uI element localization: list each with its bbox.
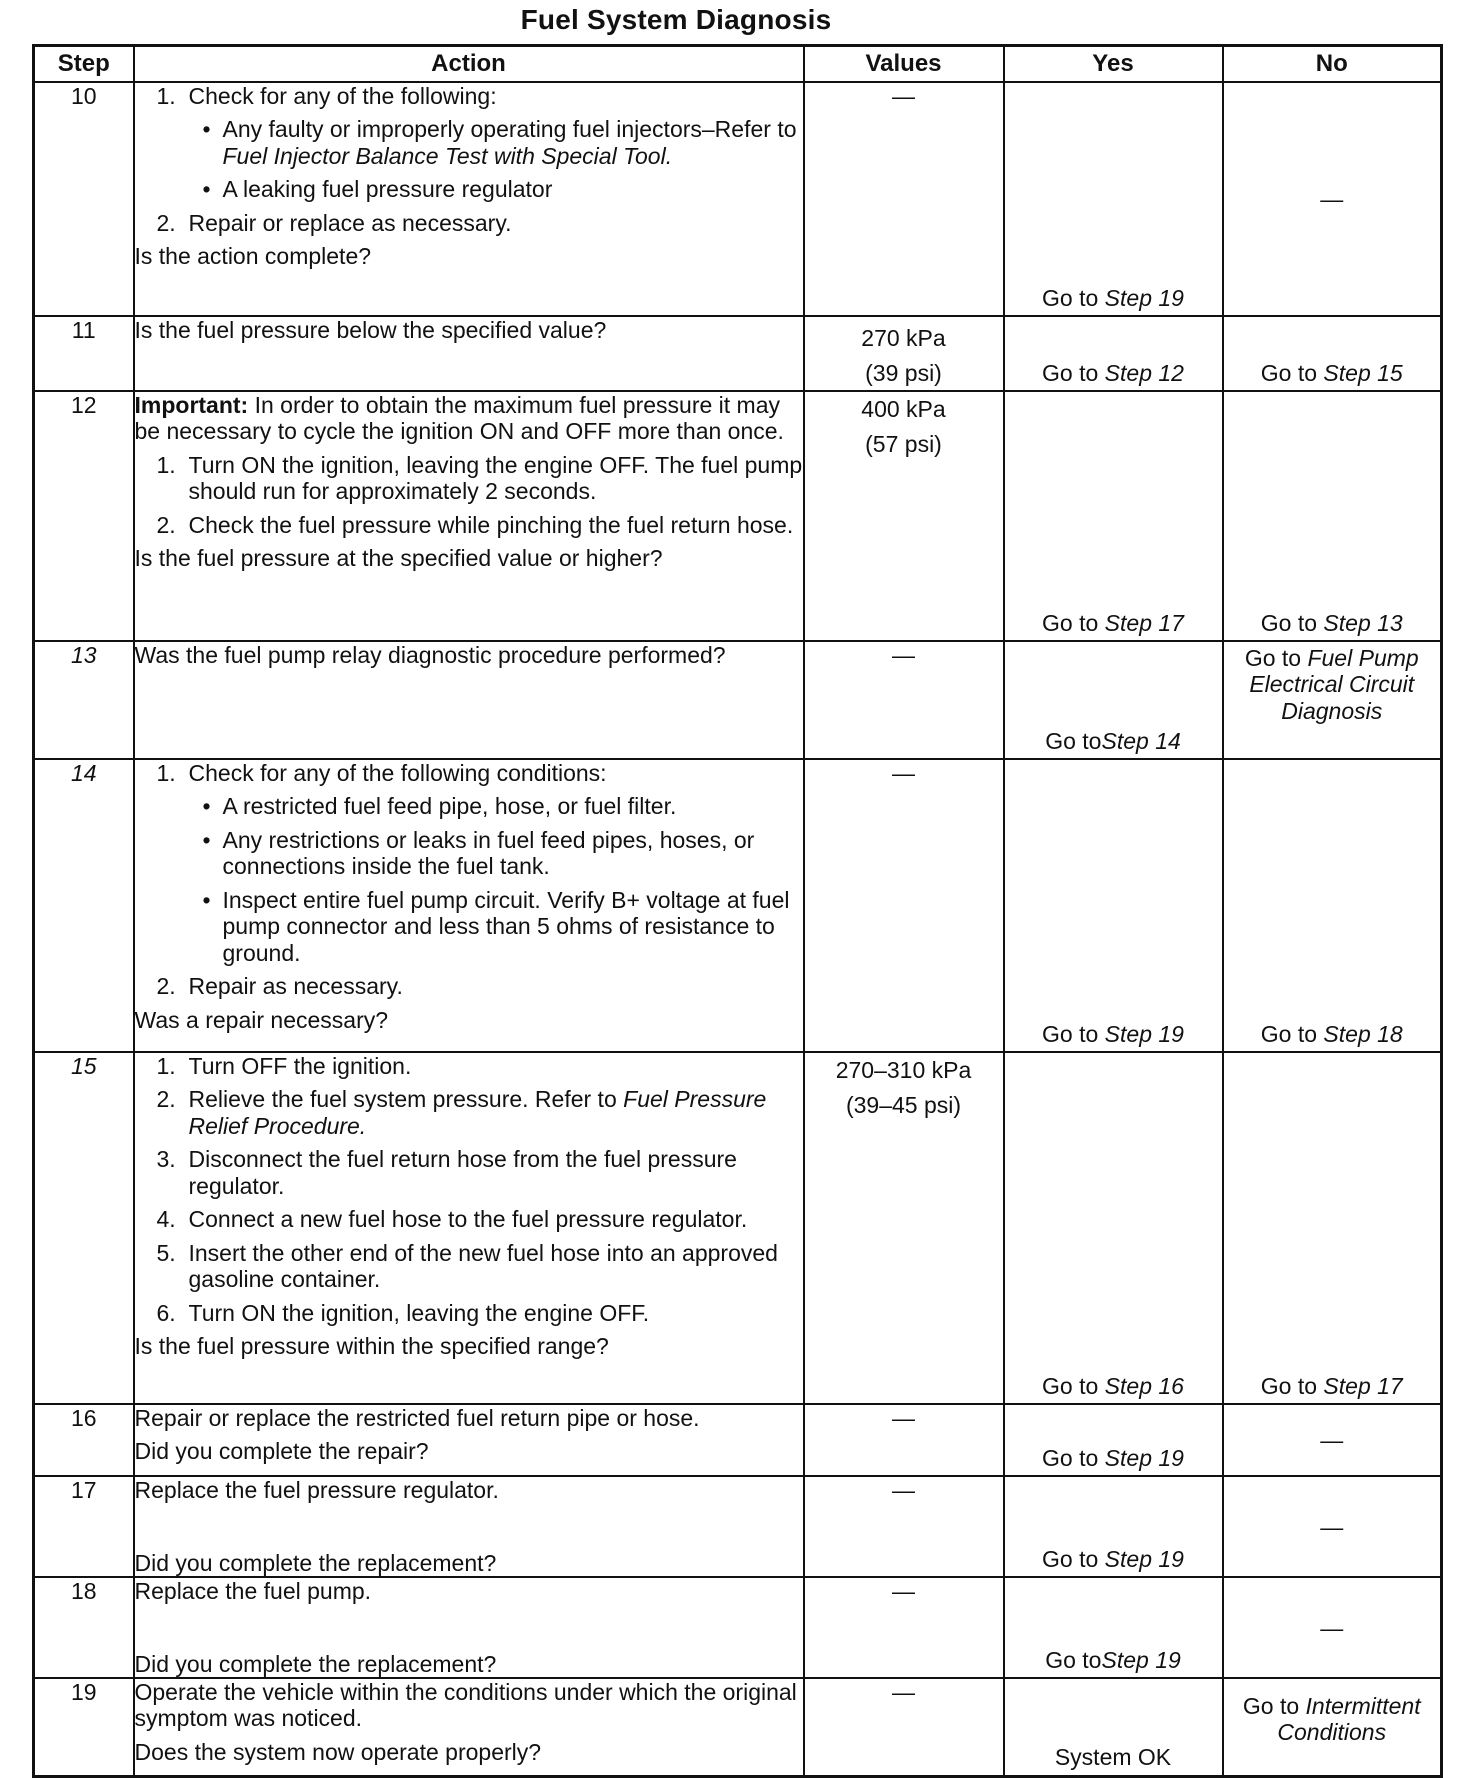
yes-cell: Go to Step 19 — [1004, 759, 1223, 1052]
yes-step-reference: Step 19 — [1104, 284, 1184, 311]
numbered-item: 1. Check for any of the following: — [156, 83, 497, 109]
table-row — [34, 82, 1442, 316]
yes-cell: Go to Step 19 — [1004, 82, 1223, 316]
action-cell — [134, 641, 804, 759]
yes-cell — [1004, 1678, 1223, 1776]
numbered-item: 2. Relieve the fuel system pressure. Refer to Fuel Pressure Relief Procedure. — [156, 1086, 767, 1139]
header-step: Step — [34, 46, 134, 83]
action-cell — [134, 1404, 804, 1476]
bullet-item: • A leaking fuel pressure regulator — [202, 176, 553, 203]
yes-cell: Go to Step 12 — [1004, 316, 1223, 391]
values-cell — [804, 1476, 1004, 1577]
action-cell — [134, 391, 804, 641]
dash: — — [892, 1578, 915, 1604]
action-cell — [134, 759, 804, 1052]
values-cell — [804, 641, 1004, 759]
no-cell: Go to Intermittent Conditions — [1223, 1678, 1442, 1776]
no-cell: Go to Fuel Pump Electrical Circuit Diagnosis — [1223, 641, 1442, 759]
values-cell — [804, 1404, 1004, 1476]
step-question: Is the fuel pressure within the specified range? — [134, 1332, 609, 1359]
numbered-item: 5. Insert the other end of the new fuel hose into an approved gasoline container. — [156, 1239, 778, 1293]
no-cell — [1223, 1577, 1442, 1678]
values-cell — [804, 1052, 1004, 1404]
step-number: 11 — [34, 316, 134, 391]
action-cell — [134, 1052, 804, 1404]
numbered-item: 1. Turn OFF the ignition. — [156, 1053, 412, 1079]
step-question: Did you complete the repair? — [134, 1438, 429, 1465]
no-cell: Go to Step 15 — [1223, 316, 1442, 391]
step-question: Was a repair necessary? — [134, 1006, 389, 1033]
numbered-item: 1. Turn ON the ignition, leaving the engine OFF. The fuel pump should run for approximately 2 seconds. — [156, 451, 803, 505]
table-row — [34, 1678, 1442, 1776]
yes-step-reference: Step 14 — [1101, 727, 1181, 754]
numbered-item: 2. Check the fuel pressure while pinching the fuel return hose. — [156, 511, 794, 538]
yes-step-reference: Step 12 — [1104, 359, 1184, 386]
dash: — — [1320, 1513, 1344, 1540]
value-metric: 400 kPa — [861, 396, 946, 422]
no-cell — [1223, 1476, 1442, 1577]
no-cell — [1223, 82, 1442, 316]
no-cell: Go to Step 17 — [1223, 1052, 1442, 1404]
step-number: 15 — [34, 1052, 134, 1404]
table-row — [34, 641, 1442, 759]
yes-cell: Go toStep 14 — [1004, 641, 1223, 759]
table-row — [34, 391, 1442, 641]
values-cell — [804, 1577, 1004, 1678]
table-row — [34, 1052, 1442, 1404]
bullet-item: • A restricted fuel feed pipe, hose, or fuel filter. — [202, 793, 677, 820]
dash: — — [1320, 1614, 1344, 1641]
no-cell: Go to Step 18 — [1223, 759, 1442, 1052]
value-imperial: (57 psi) — [865, 430, 942, 457]
no-cell: Go to Step 13 — [1223, 391, 1442, 641]
step-number: 12 — [34, 391, 134, 641]
bullet-item: • Inspect entire fuel pump circuit. Verify B+ voltage at fuel pump connector and less than 5 ohms of resistance to ground. — [202, 886, 790, 966]
header-row — [34, 46, 1442, 83]
table-row — [34, 759, 1442, 1052]
action-text: Operate the vehicle within the conditions under which the original symptom was noticed. — [134, 1679, 797, 1732]
yes-cell: Go toStep 19 — [1004, 1577, 1223, 1678]
values-cell — [804, 391, 1004, 641]
bullet-item: • Any restrictions or leaks in fuel feed pipes, hoses, or connections inside the fuel tank. — [202, 826, 755, 880]
dash: — — [892, 642, 915, 668]
step-question: Did you complete the replacement? — [134, 1549, 497, 1576]
dash: — — [892, 760, 915, 786]
step-question: Does the system now operate properly? — [134, 1738, 542, 1765]
table-row — [34, 1577, 1442, 1678]
action-text: Replace the fuel pressure regulator. — [134, 1477, 499, 1503]
no-procedure-reference: Intermittent Conditions — [1277, 1693, 1421, 1746]
system-ok-text: System OK — [1054, 1744, 1172, 1771]
bullet-item: • Any faulty or improperly operating fuel injectors–Refer to Fuel Injector Balance Test with Special Tool. — [202, 116, 797, 169]
dash: — — [1320, 185, 1344, 212]
no-step-reference: Step 15 — [1323, 359, 1403, 386]
numbered-item: 2. Repair or replace as necessary. — [156, 209, 512, 236]
dash: — — [892, 1679, 915, 1705]
numbered-item: 3. Disconnect the fuel return hose from the fuel pressure regulator. — [156, 1146, 737, 1199]
no-step-reference: Step 13 — [1323, 609, 1403, 636]
yes-step-reference: Step 19 — [1101, 1646, 1181, 1673]
step-question: Is the fuel pressure below the specified value? — [134, 317, 607, 343]
header-action: Action — [134, 46, 804, 83]
values-cell — [804, 316, 1004, 391]
numbered-item: 2. Repair as necessary. — [156, 973, 403, 1000]
fuel-system-diagnosis-table — [32, 44, 1443, 1778]
step-number: 10 — [34, 82, 134, 316]
numbered-item: 4. Connect a new fuel hose to the fuel pressure regulator. — [156, 1206, 748, 1233]
yes-cell: Go to Step 16 — [1004, 1052, 1223, 1404]
step-question: Did you complete the replacement? — [134, 1650, 497, 1677]
step-question: Was the fuel pump relay diagnostic procedure performed? — [134, 642, 726, 668]
yes-cell: Go to Step 17 — [1004, 391, 1223, 641]
yes-cell: Go to Step 19 — [1004, 1404, 1223, 1476]
yes-step-reference: Step 19 — [1104, 1444, 1184, 1471]
header-values: Values — [804, 46, 1004, 83]
important-label: Important: — [134, 392, 249, 418]
values-cell — [804, 759, 1004, 1052]
yes-step-reference: Step 19 — [1104, 1545, 1184, 1572]
cross-reference: Fuel Injector Balance Test with Special Tool. — [222, 142, 673, 169]
yes-step-reference: Step 16 — [1104, 1372, 1184, 1399]
value-metric: 270 kPa — [861, 325, 946, 351]
important-note: Important: In order to obtain the maximum fuel pressure it may be necessary to cycle the ignition ON and OFF more than once. — [134, 392, 784, 445]
numbered-item: 6. Turn ON the ignition, leaving the engine OFF. — [156, 1299, 650, 1326]
step-number: 18 — [34, 1577, 134, 1678]
cross-reference: Fuel Pressure Relief Procedure. — [188, 1086, 767, 1139]
page-title: Fuel System Diagnosis — [520, 4, 832, 35]
action-cell — [134, 1678, 804, 1776]
step-number: 16 — [34, 1404, 134, 1476]
no-procedure-reference: Fuel Pump Electrical Circuit Diagnosis — [1249, 645, 1419, 724]
value-imperial: (39 psi) — [865, 359, 942, 386]
dash: — — [892, 1477, 915, 1503]
dash: — — [1320, 1426, 1344, 1453]
action-text: Replace the fuel pump. — [134, 1578, 372, 1604]
step-question: Is the fuel pressure at the specified value or higher? — [134, 545, 663, 572]
no-cell — [1223, 1404, 1442, 1476]
dash: — — [892, 83, 915, 109]
dash: — — [892, 1405, 915, 1431]
table-row — [34, 1404, 1442, 1476]
action-cell — [134, 1476, 804, 1577]
value-imperial: (39–45 psi) — [845, 1091, 962, 1118]
step-number: 13 — [34, 641, 134, 759]
step-number: 14 — [34, 759, 134, 1052]
value-metric: 270–310 kPa — [835, 1057, 972, 1083]
table-row — [34, 316, 1442, 391]
action-cell — [134, 1577, 804, 1678]
no-step-reference: Step 17 — [1323, 1372, 1403, 1399]
step-number: 17 — [34, 1476, 134, 1577]
action-text: Repair or replace the restricted fuel return pipe or hose. — [134, 1405, 700, 1431]
step-question: Is the action complete? — [134, 243, 372, 270]
numbered-item: 1. Check for any of the following conditions: — [156, 760, 607, 786]
action-cell — [134, 82, 804, 316]
values-cell — [804, 1678, 1004, 1776]
header-yes: Yes — [1004, 46, 1223, 83]
action-cell — [134, 316, 804, 391]
table-row — [34, 1476, 1442, 1577]
values-cell — [804, 82, 1004, 316]
no-step-reference: Step 18 — [1323, 1020, 1403, 1047]
yes-step-reference: Step 17 — [1104, 609, 1184, 636]
header-no: No — [1223, 46, 1442, 83]
yes-cell: Go to Step 19 — [1004, 1476, 1223, 1577]
step-number: 19 — [34, 1678, 134, 1776]
yes-step-reference: Step 19 — [1104, 1020, 1184, 1047]
